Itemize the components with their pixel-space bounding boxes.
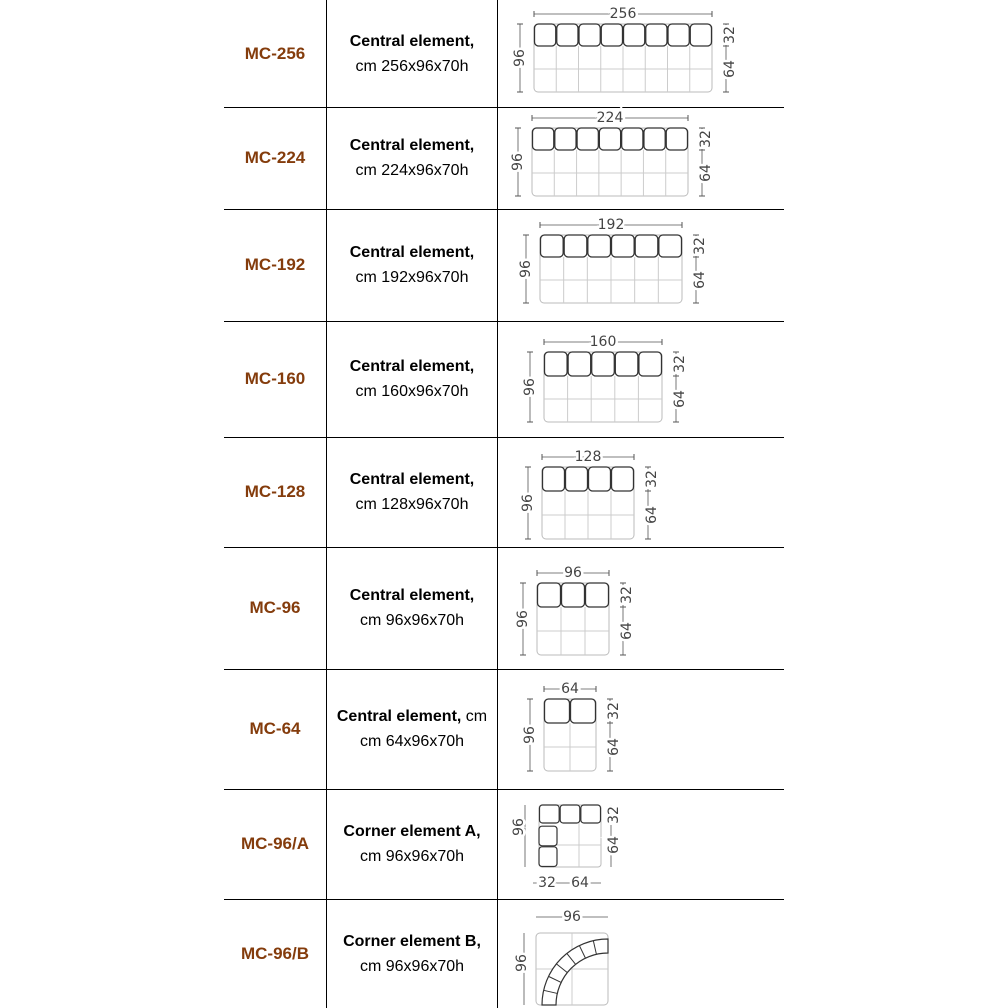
width-dimension-label: 192 (597, 217, 625, 233)
back-cushion (540, 805, 560, 823)
depth-dimension-label: 96 (512, 49, 528, 67)
back-cushion (545, 352, 568, 376)
description-title: Central element, (349, 137, 475, 154)
depth-dimension-label: 96 (520, 494, 536, 512)
width-dimension-label: 96 (563, 909, 581, 925)
back-cushion (668, 24, 689, 46)
description-dimensions: cm 96x96x70h (359, 612, 465, 629)
width-dimension-label: 256 (609, 6, 637, 22)
sofa-plan-drawing (498, 669, 784, 789)
back-cushion (612, 235, 635, 257)
back-cushion (571, 699, 596, 723)
product-code: MC-96 (249, 598, 301, 617)
back-cushion (615, 352, 638, 376)
product-description (327, 669, 497, 789)
seat-depth-label: 64 (606, 836, 622, 854)
back-cushion (586, 583, 609, 607)
back-cushion (639, 352, 662, 376)
description-dimensions: cm 160x96x70h (355, 383, 469, 400)
depth-dimension-label: 96 (514, 954, 530, 972)
plan-svg (498, 547, 784, 669)
back-depth-label: 32 (698, 130, 714, 148)
seat-depth-label: 64 (619, 622, 635, 640)
back-depth-label: 32 (672, 355, 688, 373)
product-description (327, 0, 497, 107)
back-cushion (622, 128, 643, 150)
back-cushion (592, 352, 615, 376)
back-cushion (557, 24, 578, 46)
plan-svg (498, 437, 784, 547)
back-cushion (533, 128, 554, 150)
sofa-plan-drawing (498, 321, 784, 437)
back-depth-label: 32 (606, 806, 622, 824)
product-code: MC-160 (244, 369, 306, 388)
description-tail: cm (461, 708, 488, 725)
back-cushion (560, 805, 580, 823)
description-dimensions: cm 96x96x70h (359, 848, 465, 865)
product-code: MC-256 (244, 43, 306, 63)
back-cushion (541, 235, 564, 257)
width-dimension-label: 96 (564, 565, 582, 581)
side-cushion (539, 847, 557, 867)
depth-dimension-label: 96 (522, 378, 538, 396)
product-code: MC-128 (244, 482, 306, 501)
back-depth-label: 32 (722, 26, 738, 44)
seat-depth-label: 64 (606, 738, 622, 756)
back-cushion (624, 24, 645, 46)
sofa-plan-drawing (498, 547, 784, 669)
description-dimensions: cm 64x96x70h (359, 733, 465, 750)
product-description (327, 899, 497, 1008)
back-cushion (635, 235, 658, 257)
back-cushion (568, 352, 591, 376)
sofa-plan-drawing (498, 0, 784, 107)
back-depth-label: 32 (606, 702, 622, 720)
seat-depth-label: 64 (692, 271, 708, 289)
plan-svg (498, 321, 784, 437)
back-cushion (564, 235, 587, 257)
back-cushion (543, 467, 565, 491)
back-depth-label: 32 (692, 237, 708, 255)
product-code: MC-96/B (240, 943, 309, 963)
seat-depth-label: 64 (672, 390, 688, 408)
width-dimension-label: 160 (589, 334, 617, 350)
description-title: Corner element A, (343, 823, 481, 840)
description-title: Central element, (349, 471, 475, 488)
back-cushion (535, 24, 556, 46)
back-cushion (588, 235, 611, 257)
bottom-seat-label: 64 (571, 875, 589, 891)
description-dimensions: cm 256x96x70h (355, 57, 469, 75)
product-code: MC-192 (244, 255, 306, 274)
product-description (327, 107, 497, 209)
plan-svg (498, 899, 784, 1008)
side-cushion (539, 826, 557, 846)
product-code: MC-96/A (240, 834, 309, 853)
bottom-back-label: 32 (538, 875, 556, 891)
depth-dimension-label: 96 (511, 818, 527, 836)
seat-depth-label: 64 (644, 506, 660, 524)
sofa-plan-drawing (498, 209, 784, 321)
back-depth-label: 32 (619, 586, 635, 604)
depth-dimension-label: 96 (515, 610, 531, 628)
depth-dimension-label: 96 (522, 726, 538, 744)
back-cushion (579, 24, 600, 46)
back-cushion (577, 128, 598, 150)
seat-depth-label: 64 (698, 164, 714, 182)
sofa-plan-drawing (498, 789, 784, 899)
back-cushion (589, 467, 611, 491)
back-cushion (555, 128, 576, 150)
back-cushion (659, 235, 682, 257)
back-depth-label: 32 (644, 470, 660, 488)
back-cushion (599, 128, 620, 150)
back-cushion (666, 128, 687, 150)
description-dimensions: cm 96x96x70h (359, 957, 465, 975)
sofa-plan-drawing (498, 437, 784, 547)
product-code: MC-64 (249, 719, 301, 738)
back-cushion (612, 467, 634, 491)
depth-dimension-label: 96 (518, 260, 534, 278)
width-dimension-label: 224 (596, 110, 624, 126)
description-title: Corner element B, (343, 932, 481, 950)
product-description (327, 437, 497, 547)
plan-svg (498, 209, 784, 321)
depth-dimension-label: 96 (510, 153, 526, 171)
product-description (327, 209, 497, 321)
description-dimensions: cm 224x96x70h (355, 162, 469, 179)
back-cushion (545, 699, 570, 723)
plan-svg (498, 107, 784, 209)
description-title: Central element, (349, 244, 475, 261)
sofa-plan-drawing (498, 899, 784, 1008)
back-cushion (566, 467, 588, 491)
description-title: Central element, (349, 358, 475, 375)
back-cushion (581, 805, 601, 823)
description-dimensions: cm 192x96x70h (355, 269, 469, 286)
product-description (327, 321, 497, 437)
back-cushion (646, 24, 667, 46)
product-description (327, 547, 497, 669)
seat-depth-label: 64 (722, 60, 738, 78)
width-dimension-label: 64 (561, 681, 579, 697)
back-cushion (644, 128, 665, 150)
back-cushion (690, 24, 711, 46)
plan-svg (498, 0, 784, 107)
sofa-plan-drawing (498, 107, 784, 209)
product-code: MC-224 (244, 148, 306, 167)
plan-svg (498, 669, 784, 789)
product-description (327, 789, 497, 899)
description-title: Central element, (349, 32, 475, 50)
back-cushion (601, 24, 622, 46)
description-title: Central element, (349, 587, 475, 604)
description-title: Central element, (336, 708, 462, 725)
description-dimensions: cm 128x96x70h (355, 496, 469, 513)
back-cushion (538, 583, 561, 607)
back-cushion (562, 583, 585, 607)
plan-svg (498, 789, 784, 899)
width-dimension-label: 128 (574, 449, 602, 465)
